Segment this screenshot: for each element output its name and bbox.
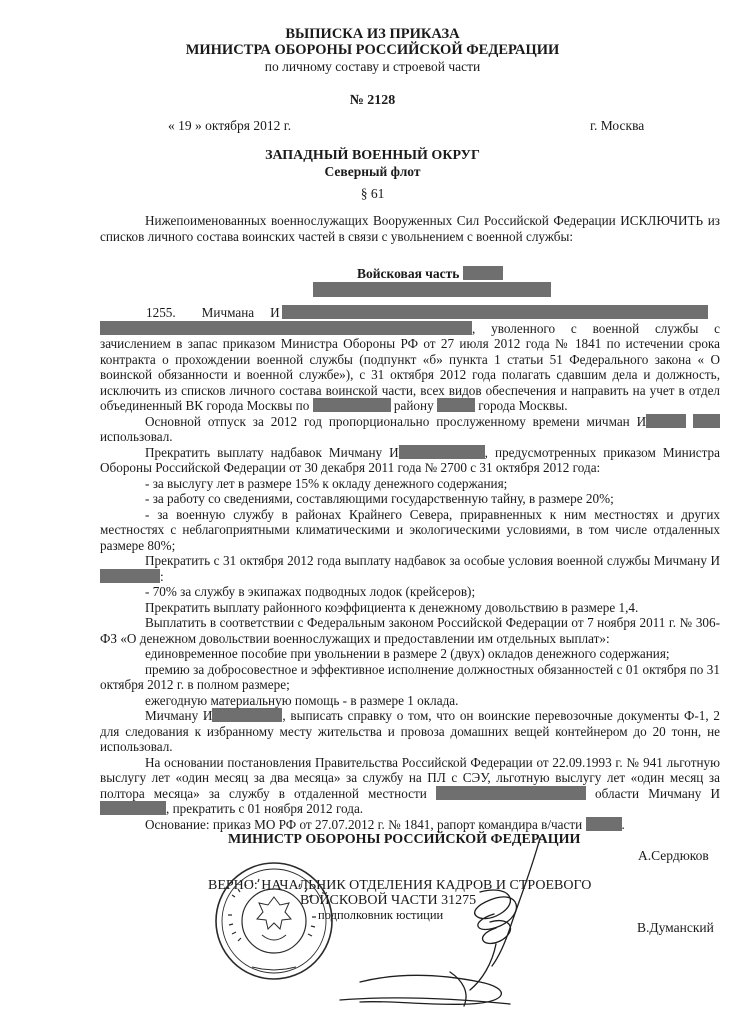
bonus-item: - 70% за службу в экипажах подводных лодок (крейсеров);	[145, 584, 476, 599]
redaction-block	[100, 321, 472, 335]
doc-subtitle: по личному составу и строевой части	[264, 59, 481, 74]
bonus-item: - за работу со сведениями, составляющими государственную тайну, в размере 20%;	[145, 491, 614, 506]
redaction-block	[463, 266, 503, 280]
paragraph-basis: Основание: приказ МО РФ от 27.07.2012 г. № 1841, рапорт командира в/части .	[145, 816, 625, 832]
bonus-item: - за выслугу лет в размере 15% к окладу денежного содержания;	[145, 475, 508, 491]
item-text-b: району	[393, 398, 434, 413]
doc-title-line1: ВЫПИСКА ИЗ ПРИКАЗА	[285, 26, 460, 42]
item-1255-body	[100, 321, 720, 414]
redaction-block	[313, 398, 391, 412]
minister-name: А.Сердюков	[638, 848, 709, 863]
redaction-block	[313, 282, 551, 300]
order-body	[100, 305, 720, 832]
doc-title-line2: МИНИСТРА ОБОРОНЫ РОССИЙСКОЙ ФЕДЕРАЦИИ	[185, 42, 560, 58]
district-heading: ЗАПАДНЫЙ ВОЕННЫЙ ОКРУГ	[265, 148, 480, 163]
item-rank: Мичмана	[201, 305, 255, 320]
order-date: « 19 » октября 2012 г.	[168, 118, 292, 133]
paragraph-payout: Выплатить в соответствии с Федеральным законом Российской Федерации от 7 ноября 2011 г. № 306-ФЗ «О денежном довольствии военнослужащих и предоставлении им отдельных выплат»:	[100, 615, 720, 646]
fleet-heading: Северный флот	[324, 164, 421, 179]
paragraph-leave: Основной отпуск за 2012 год пропорционально прослуженному времени мичман И использовал.	[100, 414, 720, 445]
paragraph-special-conditions: Прекратить с 31 октября 2012 года выплату надбавок за особые условия военной службы Мичману И:	[100, 553, 720, 584]
minister-title: МИНИСТР ОБОРОНЫ РОССИЙСКОЙ ФЕДЕРАЦИИ	[228, 832, 581, 847]
item-text-a: , уволенного с военной службы с зачислением в запас приказом Министра Обороны РФ от 27 июля 2012 года № 1841 по истечении срока контракта о прохождении военной службы (подпункт «б» пункта 1 статьи 51 Федерального закона « О воинской обязанности и военной службе»), с 31 октября 2012 года полагать сдавшим дела и должность, исключить из списков личного состава воинской части, всех видов обеспечения и направить на учет в отдел объединенный ВК города Москвы по	[100, 320, 720, 413]
item-initial: И	[270, 305, 280, 320]
payout-item: премию за добросовестное и эффективное исполнение должностных обязанностей с 01 октября по 31 октября 2012 г. в полном размере;	[100, 661, 720, 692]
officer-rank: подполковник юстиции	[318, 908, 444, 922]
unit-label	[357, 266, 503, 282]
item-text-c: города Москвы.	[478, 398, 568, 413]
item-1255-head	[100, 305, 720, 321]
order-number: № 2128	[349, 93, 396, 108]
redaction-block	[100, 801, 166, 815]
intro-paragraph	[100, 213, 720, 244]
bonus-item: - за военную службу в районах Крайнего Севера, приравненных к ним местностях и других местностях с неблагоприятными климатическими и экологическими условиями, в том числе отдаленных размере 80%;	[100, 506, 720, 553]
redaction-block	[437, 398, 475, 412]
redaction-block	[212, 708, 282, 722]
unit-label-text: Войсковая часть	[357, 266, 460, 281]
intro-text: Нижепоименованных военнослужащих Вооруженных Сил Российской Федерации ИСКЛЮЧИТЬ из списков личного состава воинских частей в связи с увольнением с военной службы:	[100, 213, 720, 244]
redaction-block	[646, 414, 686, 428]
verified-line2: ВОЙСКОВОЙ ЧАСТИ 31275	[300, 893, 477, 908]
section-number: § 61	[360, 186, 385, 201]
redaction-block	[586, 817, 622, 831]
paragraph-preferential-service: На основании постановления Правительства Российской Федерации от 22.09.1993 г. № 941 льготную выслугу лет «один месяц за два месяца» за службу на ПЛ с СЭУ, льготную выслугу лет «один месяц за полтора месяца» за службу в отдаленной местности области Мичману И, прекратить с 01 ноября 2012 года.	[100, 754, 721, 816]
redaction-block	[399, 445, 485, 459]
verified-line1: ВЕРНО: НАЧАЛЬНИК ОТДЕЛЕНИЯ КАДРОВ И СТРОЕВОГО	[208, 878, 592, 893]
payout-item: ежегодную материальную помощь - в размере 1 оклада.	[145, 692, 459, 708]
redaction-block	[436, 786, 586, 800]
redaction-block	[693, 414, 720, 428]
redaction-block	[100, 569, 160, 583]
paragraph-certificate: Мичману И , выписать справку о том, что он воинские перевозочные документы Ф-1, 2 для следования к избранному месту жительства и провоза домашних вещей контейнером до 20 тонн, не использовал.	[100, 708, 720, 754]
payout-item: единовременное пособие при увольнении в размере 2 (двух) окладов денежного содержания;	[145, 646, 670, 661]
redaction-block	[282, 305, 708, 319]
item-number: 1255.	[146, 305, 176, 320]
paragraph-stop-bonuses: Прекратить выплату надбавок Мичману И , предусмотренных приказом Министра Обороны Российской Федерации от 30 декабря 2011 года № 2700 с 31 октября 2012 года:	[100, 444, 720, 475]
handwritten-signature	[300, 832, 620, 1022]
order-city: г. Москва	[590, 118, 645, 133]
paragraph-regional-coefficient: Прекратить выплату районного коэффициента к денежному довольствию в размере 1,4.	[145, 599, 639, 615]
officer-name: В.Думанский	[637, 920, 714, 935]
